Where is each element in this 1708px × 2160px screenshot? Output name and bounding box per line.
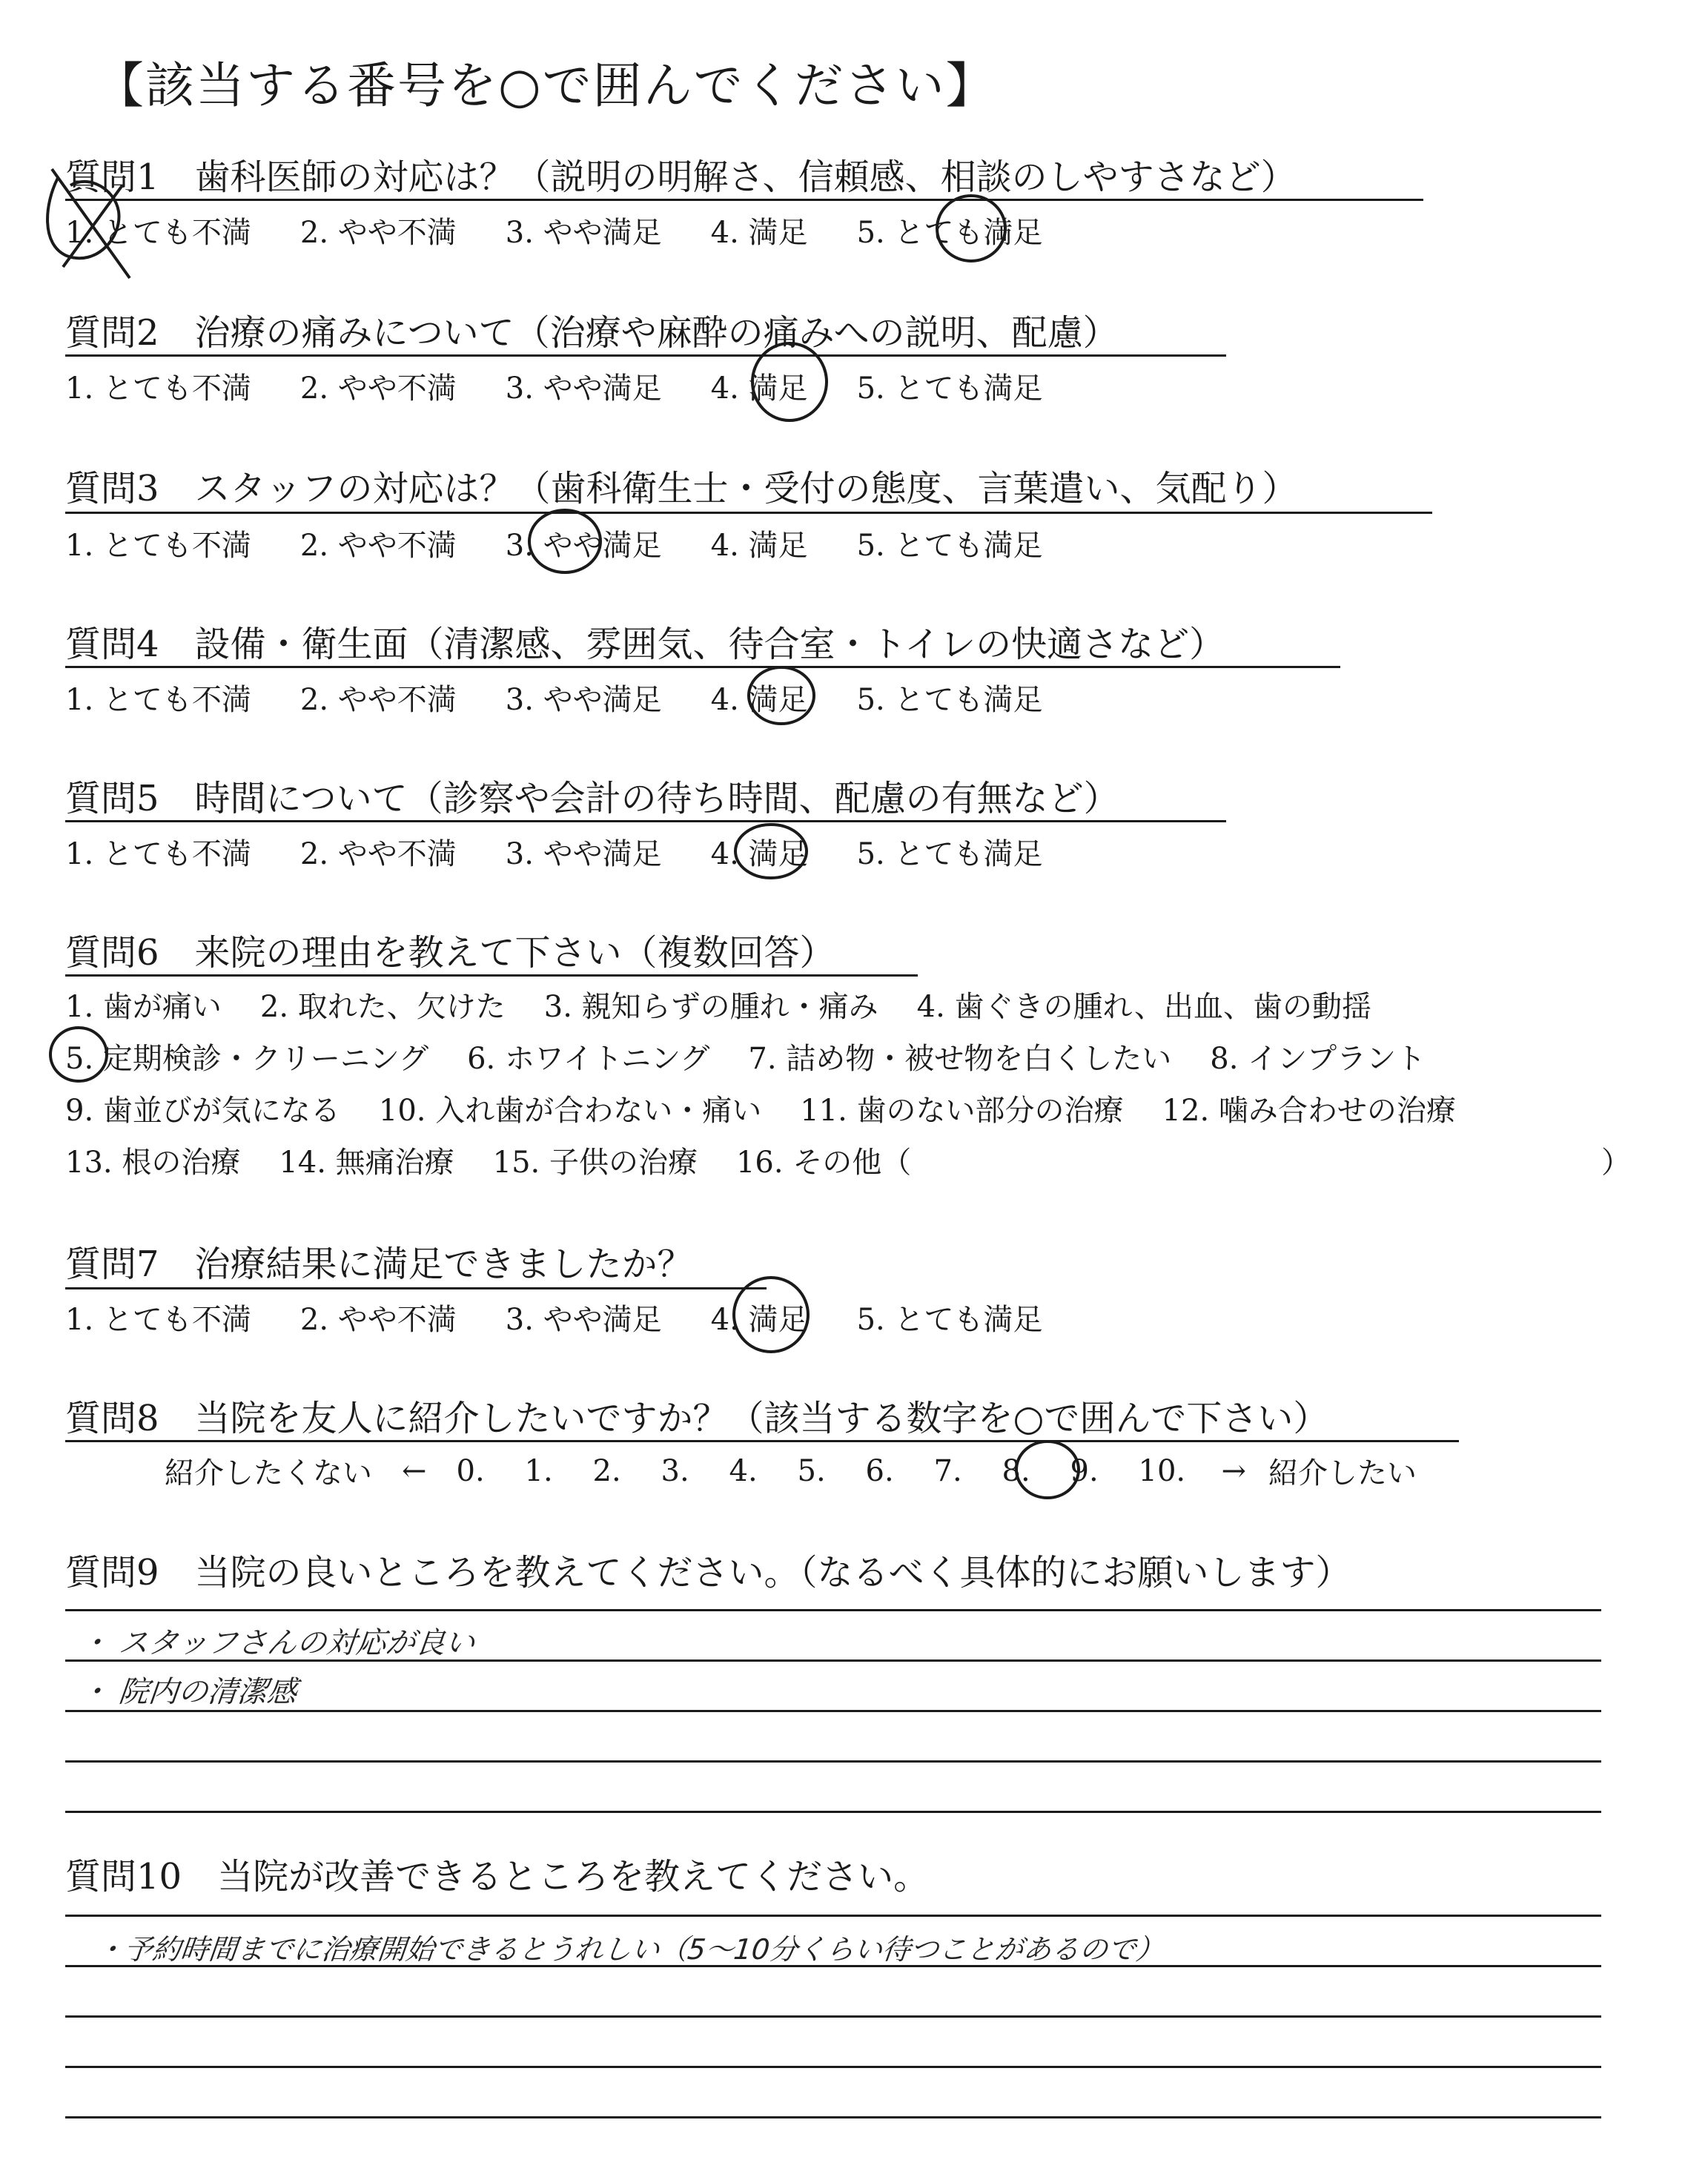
reason-option[interactable]: 10. 入れ歯が合わない・痛い <box>378 1094 762 1128</box>
question-8-underline <box>65 1440 1459 1442</box>
option-3[interactable]: 3. やや満足 <box>505 1303 662 1337</box>
reason-option[interactable]: 15. 子供の治療 <box>492 1146 698 1180</box>
reason-option[interactable]: 9. 歯並びが気になる <box>65 1094 340 1128</box>
question-8-title: 質問8 当院を友人に紹介したいですか？（該当する数字を○で囲んで下さい） <box>65 1398 1329 1439</box>
reason-option[interactable]: 6. ホワイトニング <box>467 1042 710 1076</box>
score-option[interactable]: 0. <box>456 1453 485 1488</box>
page-title: 【該当する番号を○で囲んでください】 <box>95 57 996 114</box>
question-10-title: 質問10 当院が改善できるところを教えてください。 <box>65 1856 930 1898</box>
question-3-underline <box>65 512 1432 514</box>
scale-left-label: 紹介したくない <box>165 1456 372 1490</box>
reason-option[interactable]: 8. インプラント <box>1210 1042 1426 1076</box>
option-2[interactable]: 2. やや不満 <box>299 1303 457 1337</box>
option-1[interactable]: 1. とても不満 <box>65 837 251 871</box>
answer-line <box>65 2066 1601 2068</box>
answer-line <box>65 1760 1601 1763</box>
option-3[interactable]: 3. やや満足 <box>505 216 662 250</box>
q9-answer-1[interactable]: ・ スタッフさんの対応が良い <box>78 1626 477 1660</box>
question-7-title: 質問7 治療結果に満足できましたか？ <box>65 1244 693 1285</box>
option-1[interactable]: 1. とても不満 <box>65 371 251 406</box>
question-7-options <box>65 1296 1091 1338</box>
option-5[interactable]: 5. とても満足 <box>856 1303 1043 1337</box>
question-7-underline <box>65 1287 767 1289</box>
option-1[interactable]: 1. とても不満 <box>65 216 251 250</box>
option-4[interactable]: 4. 満足 <box>710 837 808 871</box>
score-option[interactable]: 8. <box>1002 1453 1030 1488</box>
question-6-row-3 <box>65 1087 1494 1129</box>
option-1[interactable]: 1. とても不満 <box>65 1303 251 1337</box>
reason-option[interactable]: 12. 噛み合わせの治療 <box>1162 1094 1456 1128</box>
question-6-row-2 <box>65 1035 1464 1077</box>
score-option[interactable]: 2. <box>592 1453 621 1488</box>
score-option[interactable]: 7. <box>933 1453 962 1488</box>
option-2[interactable]: 2. やや不満 <box>299 683 457 717</box>
answer-line <box>65 1915 1601 1917</box>
question-6-row-4 <box>65 1139 950 1181</box>
option-4[interactable]: 4. 満足 <box>710 216 808 250</box>
option-3[interactable]: 3. やや満足 <box>505 683 662 717</box>
question-1-underline <box>65 199 1423 201</box>
option-5[interactable]: 5. とても満足 <box>856 216 1043 250</box>
option-2[interactable]: 2. やや不満 <box>299 216 457 250</box>
reason-option[interactable]: 5. 定期検診・クリーニング <box>65 1042 429 1076</box>
reason-option[interactable]: 7. 詰め物・被せ物を白くしたい <box>748 1042 1172 1076</box>
question-5-options <box>65 830 1091 873</box>
option-5[interactable]: 5. とても満足 <box>856 837 1043 871</box>
score-option[interactable]: 9. <box>1070 1453 1099 1488</box>
option-4[interactable]: 4. 満足 <box>710 1303 808 1337</box>
score-option[interactable]: 6. <box>865 1453 894 1488</box>
option-2[interactable]: 2. やや不満 <box>299 371 457 406</box>
option-4[interactable]: 4. 満足 <box>710 683 808 717</box>
reason-option[interactable]: 11. 歯のない部分の治療 <box>800 1094 1124 1128</box>
question-1-options <box>65 209 1091 251</box>
reason-option[interactable]: 14. 無痛治療 <box>279 1146 454 1180</box>
q9-answer-2[interactable]: ・ 院内の清潔感 <box>78 1675 299 1709</box>
option-3[interactable]: 3. やや満足 <box>505 371 662 406</box>
option-2[interactable]: 2. やや不満 <box>299 529 457 563</box>
other-close-paren: ） <box>1601 1146 1631 1180</box>
question-3-title: 質問3 スタッフの対応は？（歯科衛生士・受付の態度、言葉遣い、気配り） <box>65 468 1298 509</box>
question-3-options <box>65 522 1091 564</box>
reason-option[interactable]: 2. 取れた、欠けた <box>259 990 506 1024</box>
option-3[interactable]: 3. やや満足 <box>505 529 662 563</box>
question-2-underline <box>65 354 1226 357</box>
reason-option[interactable]: 1. 歯が痛い <box>65 990 222 1024</box>
question-5-underline <box>65 820 1226 822</box>
score-option[interactable]: 4. <box>729 1453 758 1488</box>
score-option[interactable]: 10. <box>1138 1453 1186 1488</box>
option-5[interactable]: 5. とても満足 <box>856 683 1043 717</box>
question-2-options <box>65 365 1091 407</box>
question-9-title: 質問9 当院の良いところを教えてください。（なるべく具体的にお願いします） <box>65 1552 1351 1593</box>
score-option[interactable]: 5. <box>797 1453 826 1488</box>
answer-line <box>65 1710 1601 1712</box>
question-4-underline <box>65 666 1340 668</box>
question-4-title: 質問4 設備・衛生面（清潔感、雰囲気、待合室・トイレの快適さなど） <box>65 624 1225 665</box>
option-4[interactable]: 4. 満足 <box>710 371 808 406</box>
option-5[interactable]: 5. とても満足 <box>856 371 1043 406</box>
reason-option[interactable]: 13. 根の治療 <box>65 1146 241 1180</box>
option-1[interactable]: 1. とても不満 <box>65 683 251 717</box>
option-4[interactable]: 4. 満足 <box>710 529 808 563</box>
answer-line <box>65 1811 1601 1813</box>
answer-line <box>65 2015 1601 2018</box>
recommend-scale <box>165 1450 1417 1492</box>
q10-answer-1[interactable]: ・予約時間までに治療開始できるとうれしい（5〜10分くらい待つことがあるので） <box>94 1933 1166 1966</box>
reason-option[interactable]: 4. 歯ぐきの腫れ、出血、歯の動揺 <box>916 990 1371 1024</box>
option-1[interactable]: 1. とても不満 <box>65 529 251 563</box>
question-4-options <box>65 676 1091 719</box>
option-2[interactable]: 2. やや不満 <box>299 837 457 871</box>
question-6-underline <box>65 974 918 977</box>
question-6-row-1 <box>65 983 1410 1025</box>
score-option[interactable]: 1. <box>524 1453 553 1488</box>
option-5[interactable]: 5. とても満足 <box>856 529 1043 563</box>
scale-right-label: 紹介したい <box>1268 1456 1417 1490</box>
option-3[interactable]: 3. やや満足 <box>505 837 662 871</box>
reason-option[interactable]: 16. その他（ <box>735 1146 912 1180</box>
question-1-title: 質問1 歯科医師の対応は？（説明の明解さ、信頼感、相談のしやすさなど） <box>65 156 1297 198</box>
question-5-title: 質問5 時間について（診察や会計の待ち時間、配慮の有無など） <box>65 778 1119 819</box>
question-6-title: 質問6 来院の理由を教えて下さい（複数回答） <box>65 932 835 974</box>
question-2-title: 質問2 治療の痛みについて（治療や麻酔の痛みへの説明、配慮） <box>65 312 1119 354</box>
left-arrow-icon: ← <box>402 1453 427 1488</box>
answer-line <box>65 1609 1601 1611</box>
right-arrow-icon: → <box>1221 1453 1247 1488</box>
reason-option[interactable]: 3. 親知らずの腫れ・痛み <box>543 990 878 1024</box>
score-option[interactable]: 3. <box>661 1453 689 1488</box>
answer-line <box>65 2116 1601 2118</box>
